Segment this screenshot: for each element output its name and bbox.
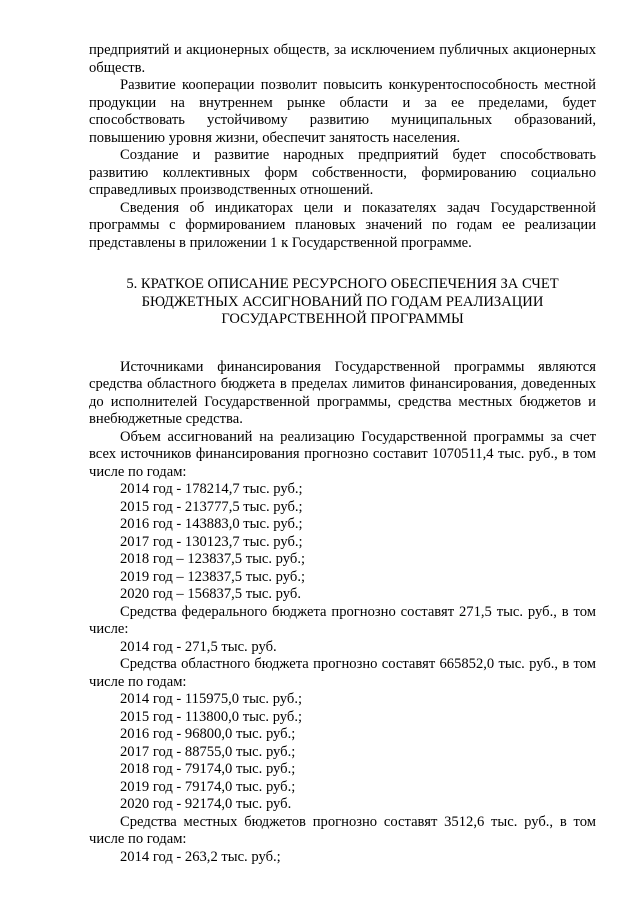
year-line: 2019 год – 123837,5 тыс. руб.; (120, 568, 306, 585)
paragraph-people-enterprises: Создание и развитие народных предприятий будет способствовать развитию коллективных форм собственности, формированию социально справедливых производственных отношений. (89, 147, 596, 198)
year-line: 2020 год – 156837,5 тыс. руб. (120, 586, 301, 602)
year-line: 2018 год - 79174,0 тыс. руб.; (120, 761, 296, 777)
year-line: 2018 год – 123837,5 тыс. руб.; (120, 551, 306, 567)
paragraph-indicators: Сведения об индикаторах цели и показателях задач Государственной программы с формированием плановых значений по годам ее реализации представлены в приложении 1 к Государственной программе. (89, 199, 596, 251)
year-line: 2014 год - 263,2 тыс. руб.; (120, 848, 281, 865)
year-line: 2020 год - 92174,0 тыс. руб. (120, 796, 292, 812)
year-line: 2016 год - 96800,0 тыс. руб.; (120, 726, 296, 742)
section-heading-line: БЮДЖЕТНЫХ АССИГНОВАНИЙ ПО ГОДАМ РЕАЛИЗАЦИИ (141, 293, 544, 310)
paragraph-funding-sources: Источниками финансирования Государственной программы являются средства областного бюджета в пределах лимитов финансирования, доведенных до исполнителей Государственной программы, средства местных бюджетов и внебюджетные средства. (89, 358, 596, 427)
paragraph-cooperation: Развитие кооперации позволит повысить конкурентоспособность местной продукции на внутреннем рынке области и за ее пределами, будет способствовать устойчивому развитию муниципальных образований, повышению уровня жизни, обеспечит занятость населения. (89, 77, 596, 146)
section-heading-line: 5. КРАТКОЕ ОПИСАНИЕ РЕСУРСНОГО ОБЕСПЕЧЕНИЯ ЗА СЧЕТ (126, 276, 559, 292)
section-heading-line: ГОСУДАРСТВЕННОЙ ПРОГРАММЫ (221, 311, 464, 327)
year-line: 2017 год - 88755,0 тыс. руб.; (120, 743, 296, 760)
paragraph-regional-budget: Средства областного бюджета прогнозно составят 665852,0 тыс. руб., в том числе по годам: (89, 656, 596, 690)
year-line: 2015 год - 213777,5 тыс. руб.; (120, 498, 303, 515)
year-line: 2014 год - 115975,0 тыс. руб.; (120, 691, 303, 707)
year-line: 2017 год - 130123,7 тыс. руб.; (120, 533, 303, 550)
year-line: 2015 год - 113800,0 тыс. руб.; (120, 708, 303, 725)
year-line: 2014 год - 178214,7 тыс. руб.; (120, 481, 303, 497)
paragraph-total-funding: Объем ассигнований на реализацию Государственной программы за счет всех источников финансирования прогнозно составит 1070511,4 тыс. руб., в том числе по годам: (89, 428, 596, 480)
paragraph-continuation: предприятий и акционерных обществ, за исключением публичных акционерных обществ. (89, 42, 596, 76)
paragraph-federal-budget: Средства федерального бюджета прогнозно составят 271,5 тыс. руб., в том числе: (89, 603, 596, 637)
section-heading (89, 276, 596, 329)
year-line: 2016 год - 143883,0 тыс. руб.; (120, 516, 303, 532)
document-page (89, 42, 596, 866)
year-line: 2014 год - 271,5 тыс. руб. (120, 638, 277, 655)
year-line: 2019 год - 79174,0 тыс. руб.; (120, 778, 296, 795)
paragraph-local-budgets: Средства местных бюджетов прогнозно составят 3512,6 тыс. руб., в том числе по годам: (89, 813, 596, 847)
